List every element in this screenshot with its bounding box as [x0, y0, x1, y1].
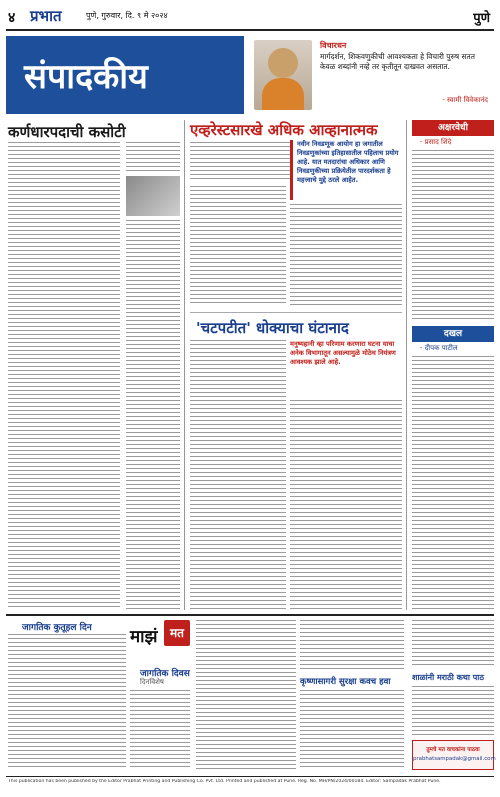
maza-mat-logo [130, 618, 190, 662]
sidebar-body-2 [412, 356, 494, 610]
brand-logo: प्रभात [30, 7, 62, 25]
editorial2-title: एव्हरेस्टसारखे अधिक आव्हानात्मक [190, 121, 378, 139]
header-rule [6, 29, 494, 31]
quote-text: मार्गदर्शन, शिकवणुकीची आवश्यकता हे विचारी पुरुष सतत केवळ शब्दांनी नव्हे तर कृतीतून दाखवत असतात. [320, 52, 475, 71]
contact-box [412, 740, 494, 770]
editorial3-body-b [290, 400, 402, 610]
sidebar-body-1 [412, 150, 494, 320]
bottom-rule [6, 614, 494, 616]
section-rule [190, 312, 402, 313]
logo-accent: मत [164, 620, 190, 646]
contact-line1: तुमचे मत वाचकांना पाठवा [426, 747, 480, 753]
pullquote2-box [290, 340, 402, 396]
portrait-image [254, 40, 312, 110]
sidebar-subtitle-2: - दीपक पाटील [420, 344, 458, 352]
pullquote-box [290, 140, 402, 200]
quote-box [250, 36, 494, 114]
logo-text: माझं [130, 627, 158, 647]
bottom-col3-body-b [300, 620, 404, 670]
bottom-col4-body-b [412, 686, 494, 736]
page-number: ४ [8, 10, 16, 26]
footer-rule [6, 776, 494, 777]
pullquote-text: नवीन निवडणूक आयोग हा जगातील निवडणुकांच्या इतिहासातील पहिलाच प्रयोग आहे. यात मतदारांचा अधिकार आणि निवडणुकीच्या प्रक्रियेतील पारदर्शकता हे महत्त्वाचे मुद्दे ठरले आहेत. [297, 140, 399, 184]
editorial3-title: 'चटपटीत' धोक्याचा घंटानाद [196, 319, 349, 337]
bottom-col3-body-c [300, 690, 404, 770]
bottom-col4-body-a [412, 620, 494, 668]
bottom-col3-body-a [196, 620, 296, 770]
editorial2-body-a [190, 142, 290, 182]
bottom-col4-title: शाळांनी मराठी कथा पाठ [412, 673, 484, 682]
column-rule-right [406, 120, 407, 610]
bottom-col2-line: दिनविशेष [140, 678, 164, 686]
editorial3-body-a [190, 340, 286, 610]
editorial1-body-col1 [8, 142, 120, 610]
sidebar-kicker-2: दखल [412, 326, 494, 342]
bottom-col2-body [130, 690, 190, 770]
bottom-col1-title: जागतिक कुतूहल दिन [22, 623, 92, 633]
column-rule [184, 120, 185, 610]
quote-author: - स्वामी विवेकानंद [442, 96, 488, 104]
footer-imprint: This publication has been published by the Editor Prabhat Printing and Publishing Co. Pvt. Ltd. Printed and published at Pune. Reg. No. MH/PN/2024/00184. Editor: Sampadak Prabhat Pune. [8, 779, 441, 784]
editorial1-body-col2 [126, 142, 180, 172]
inline-photo [126, 176, 180, 216]
city-label: पुणे [473, 11, 490, 26]
sidebar-subtitle-1: - प्रसाद शिंदे [420, 138, 452, 146]
editorial2-body-b [190, 186, 286, 306]
editorial-title: कर्णधारपदाची कसोटी [8, 123, 126, 141]
editorial1-body-col2b [126, 220, 180, 610]
dateline: पुणे, गुरुवार, दि. ९ मे २०२४ [86, 11, 168, 20]
pullquote2-text: मनुष्यहानी व्हा परिणाम करणारा घटना याचा अनेक विभागातून असल्यामुळे मोठेच नियंत्रण आवश्यक झाले आहे. [290, 340, 396, 366]
editorial2-body-c [290, 204, 402, 306]
editorial-banner [6, 36, 244, 114]
bottom-col3-title: कृष्णासागरी सुरक्षा कवच हवा [300, 677, 391, 687]
sidebar-kicker-1: अक्षरवेधी [412, 120, 494, 136]
banner-title: संपादकीय [24, 57, 148, 97]
bottom-col2-title: जागतिक दिवस [140, 669, 190, 679]
contact-email[interactable]: prabhatsampadak@gmail.com [413, 756, 496, 762]
masthead [6, 6, 494, 28]
quote-label: विचारधन [320, 41, 347, 50]
bottom-col1-body [8, 634, 126, 770]
